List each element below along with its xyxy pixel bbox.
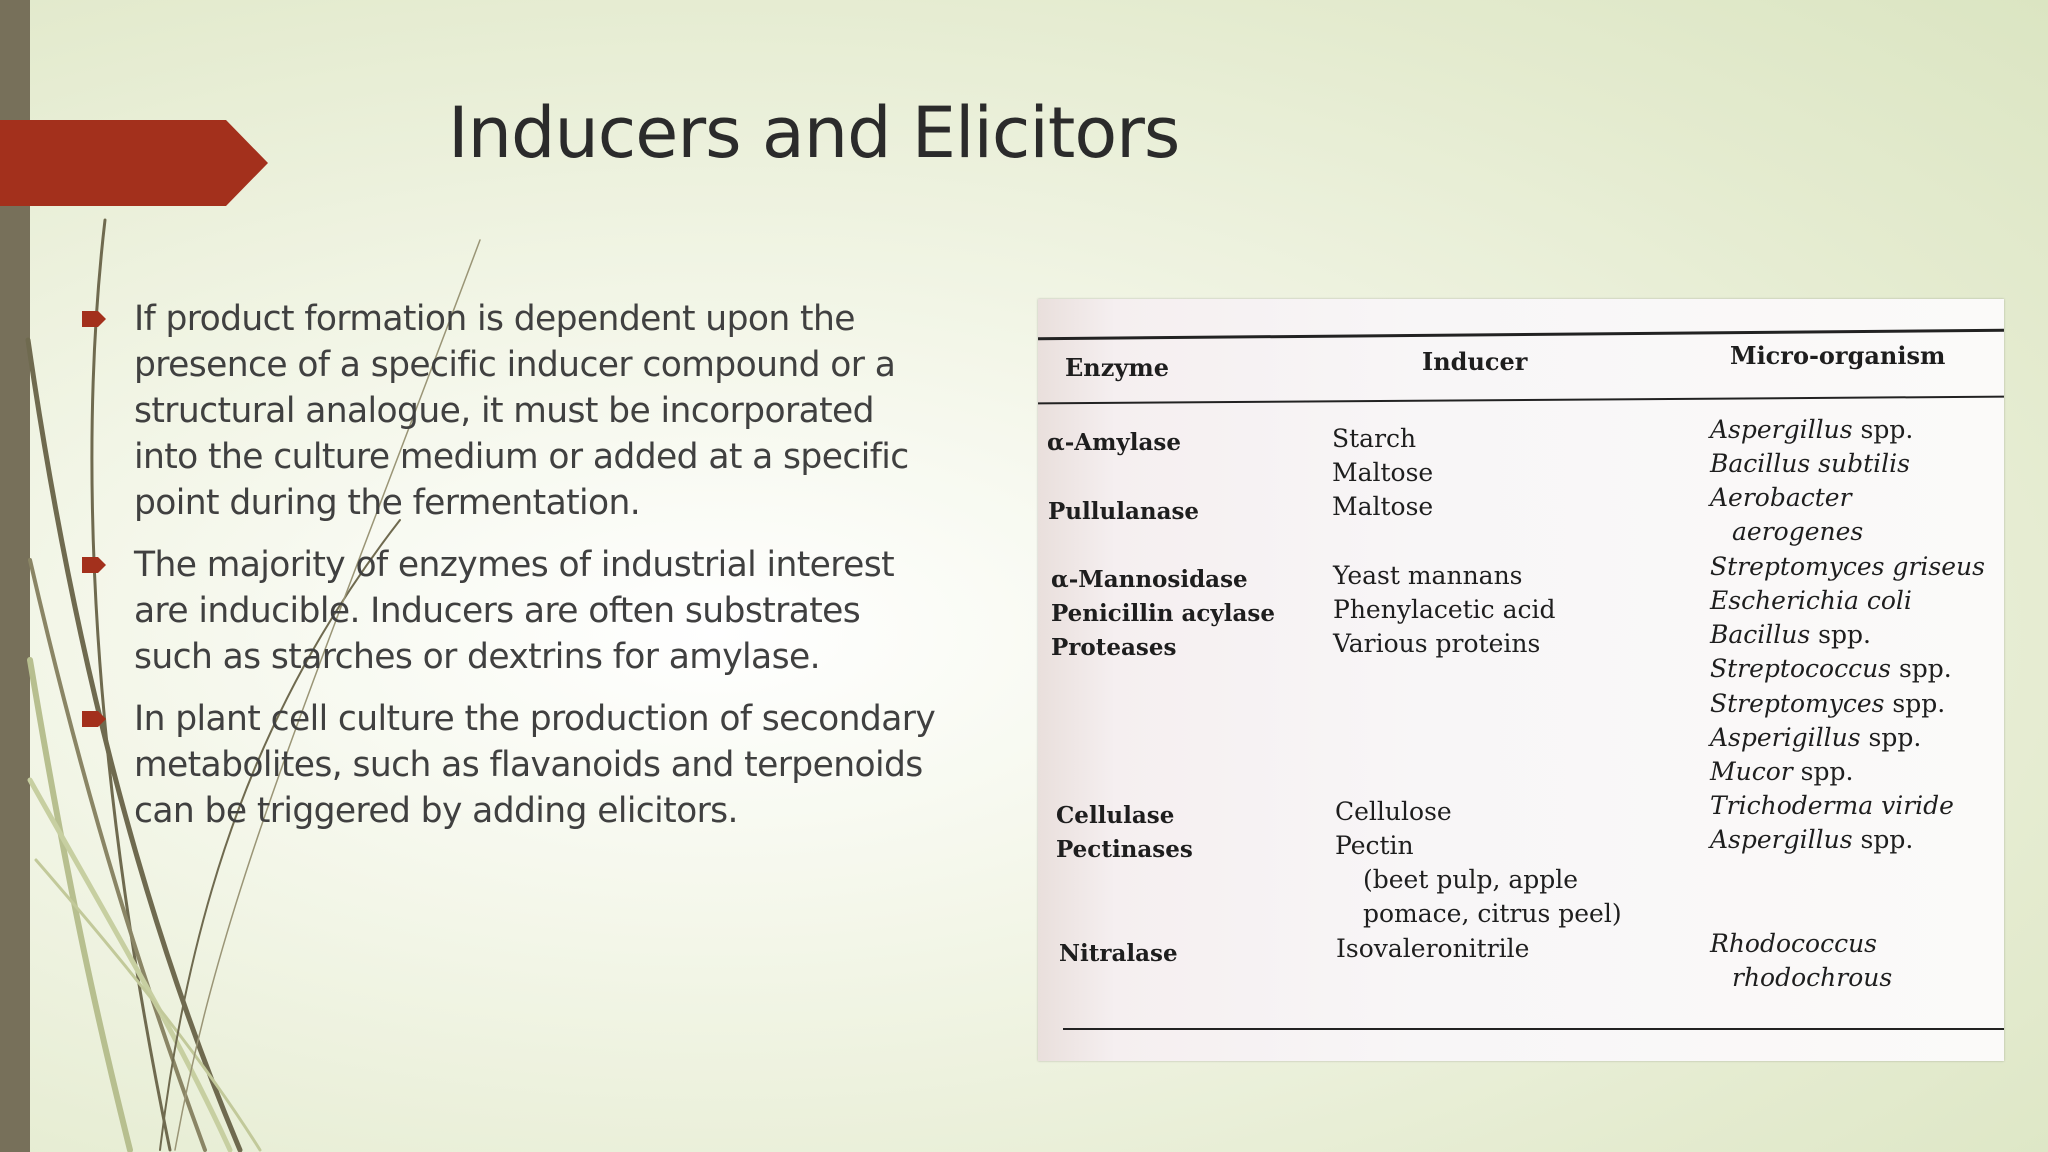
organism-suffix: spp. — [1860, 723, 1922, 752]
inducer-cell: Yeast mannans — [1333, 561, 1523, 590]
arrow-bullet-icon — [82, 709, 108, 729]
organism-name: aerogenes — [1732, 517, 1864, 546]
organism-cell — [1710, 449, 1910, 478]
inducer-cell: Isovaleronitrile — [1336, 934, 1530, 963]
organism-cell — [1732, 963, 1892, 992]
inducer-cell: Pectin — [1335, 831, 1414, 860]
header-inducer: Inducer — [1422, 347, 1528, 376]
inducer-cell: pomace, citrus peel) — [1363, 899, 1622, 928]
enzyme-cell: Pectinases — [1056, 836, 1193, 863]
title-arrow-shape — [0, 120, 270, 206]
organism-cell — [1710, 620, 1871, 649]
bullet-list — [82, 296, 942, 850]
bullet-item — [82, 296, 942, 526]
inducer-cell: Maltose — [1332, 458, 1434, 487]
table-photo — [1038, 299, 2004, 1061]
bullet-text: The majority of enzymes of industrial interest are inducible. Inducers are often substrates such as starches or dextrins for amylase. — [134, 545, 895, 677]
organism-name: Bacillus subtilis — [1710, 449, 1910, 478]
organism-name: Aspergillus — [1710, 415, 1853, 444]
arrow-bullet-icon — [82, 555, 108, 575]
organism-name: Aerobacter — [1710, 483, 1852, 512]
organism-suffix: spp. — [1891, 654, 1952, 683]
enzyme-cell: α-Mannosidase — [1051, 566, 1248, 593]
organism-cell — [1710, 483, 1852, 512]
inducer-cell: (beet pulp, apple — [1363, 865, 1579, 894]
table-top-rule — [1038, 329, 2004, 340]
bullet-item — [82, 542, 942, 680]
organism-name: Streptomyces griseus — [1710, 552, 1985, 581]
inducer-cell: Starch — [1332, 424, 1417, 453]
header-organism: Micro-organism — [1730, 341, 1946, 370]
organism-name: Asperigillus — [1710, 723, 1861, 752]
enzyme-cell: Penicillin acylase — [1051, 600, 1275, 627]
bullet-text: If product formation is dependent upon the presence of a specific inducer compound or a structural analogue, it must be incorporated into the culture medium or added at a specific point during the fermentation. — [134, 299, 909, 523]
arrow-bullet-icon — [82, 309, 108, 329]
inducer-cell: Cellulose — [1335, 797, 1452, 826]
enzyme-cell: Nitralase — [1059, 940, 1178, 967]
inducer-cell: Various proteins — [1333, 629, 1541, 658]
organism-name: Escherichia coli — [1710, 586, 1912, 615]
organism-cell — [1710, 586, 1912, 615]
organism-cell — [1710, 791, 1954, 820]
organism-suffix: spp. — [1810, 620, 1871, 649]
table-bottom-rule — [1063, 1028, 2004, 1030]
organism-cell — [1710, 929, 1877, 958]
inducer-cell: Phenylacetic acid — [1333, 595, 1556, 624]
bullet-text: In plant cell culture the production of secondary metabolites, such as flavanoids and terpenoids can be triggered by adding elicitors. — [134, 699, 936, 831]
bullet-item — [82, 696, 942, 834]
header-enzyme: Enzyme — [1065, 353, 1169, 382]
organism-name: Trichoderma viride — [1710, 791, 1954, 820]
enzyme-cell: Proteases — [1051, 634, 1177, 661]
organism-cell — [1710, 689, 1945, 718]
inducer-cell: Maltose — [1332, 492, 1434, 521]
organism-cell — [1710, 825, 1913, 854]
organism-suffix: spp. — [1852, 415, 1914, 444]
organism-cell — [1710, 757, 1853, 786]
organism-suffix: spp. — [1852, 825, 1914, 854]
organism-suffix: spp. — [1792, 757, 1854, 786]
organism-name: Bacillus — [1710, 620, 1811, 649]
organism-name: Aspergillus — [1710, 825, 1853, 854]
enzyme-cell: Cellulase — [1056, 802, 1175, 829]
organism-name: Mucor — [1710, 757, 1793, 786]
organism-name: Streptococcus — [1710, 654, 1892, 683]
enzyme-cell: α-Amylase — [1047, 429, 1182, 456]
organism-name: Streptomyces — [1710, 689, 1885, 718]
organism-cell — [1710, 415, 1913, 444]
organism-suffix: spp. — [1884, 689, 1946, 718]
organism-cell — [1732, 517, 1863, 546]
organism-cell — [1710, 552, 1985, 581]
table-header-rule — [1038, 396, 2004, 405]
slide-title: Inducers and Elicitors — [448, 92, 1180, 174]
organism-cell — [1710, 723, 1921, 752]
organism-name: rhodochrous — [1732, 963, 1893, 992]
enzyme-cell: Pullulanase — [1048, 498, 1200, 525]
organism-name: Rhodococcus — [1710, 929, 1878, 958]
organism-cell — [1710, 654, 1952, 683]
